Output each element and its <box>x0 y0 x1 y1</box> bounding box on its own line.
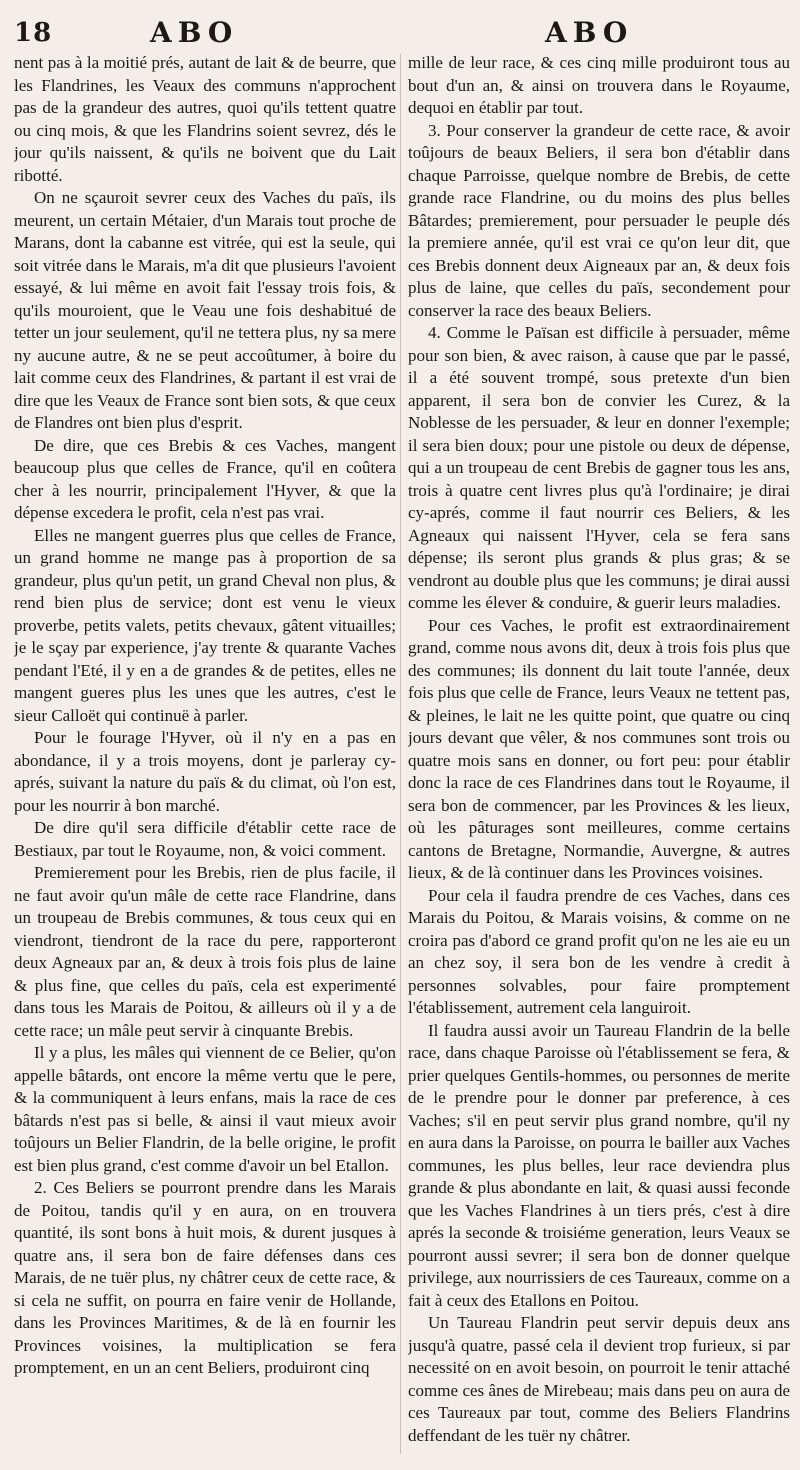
paragraph: Il y a plus, les mâles qui viennent de ce Belier, qu'on appelle bâtards, ont encore la même vertu que le pere, & la communiquent à leurs enfans, mais la race de ces bâtards n'est pas si belle, & ainsi il vaut mieux avoir toûjours un Belier Flandrin, de la belle origine, le profit est bien plus grand, c'est comme d'avoir un bel Etallon. <box>14 1043 396 1175</box>
paragraph: nent pas à la moitié prés, autant de lait & de beurre, que les Flandrines, les Veaux des communs n'approchent pas de la grandeur des autres, quoi qu'ils tettent quatre ou cinq mois, & que les Flandrins soient sevrez, dés le jour qu'ils naissent, & qu'ils ne boivent que du Lait ribotté. <box>14 53 396 185</box>
paragraph: On ne sçauroit sevrer ceux des Vaches du païs, ils meurent, un certain Métaier, d'un Marais tout proche de Marans, dont la cabanne est vitrée, qui est la seule, qui soit vitrée dans le Marais, m'a dit que plusieurs l'avoient essayé, & lui même en avoit fait l'essay trois fois, & qu'ils mouroient, que le Veau une fois deshabitué de tetter un jour seulement, qu'il ne tettera plus, ny sa mere ny aucune autre, & ne se peut accoûtumer, à boire du lait comme ceux des Flandrines, & partant il est vrai de dire que les Veaux de France sont bien sots, & que ceux de Flandres ont bien plus d'esprit. <box>14 188 396 432</box>
running-head-left: ABO <box>150 16 239 49</box>
running-head-right: ABO <box>545 16 634 49</box>
page-number: 18 <box>14 18 53 48</box>
paragraph: Pour ces Vaches, le profit est extraordinairement grand, comme nous avons dit, deux à trois fois plus que des communes; ils donnent du lait toute l'année, deux fois plus que celle de France, leurs Veaux ne tettent pas, & pleines, le lait ne les quitte point, que quatre ou cinq jours devant que vêler, & nos communes sont trois ou quatre mois sans en donner, ou fort peu: pour établir donc la race de ces Flandrines dans tout le Royaume, il sera bon de commencer, par les Provinces & les lieux, où les pâturages sont meilleures, comme certains cantons de Bretagne, Normandie, Auvergne, & autres lieux, & de là continuer dans les Provinces voisines. <box>408 615 790 882</box>
paragraph: De dire qu'il sera difficile d'établir cette race de Bestiaux, par tout le Royaume, non, & voici comment. <box>14 818 396 860</box>
left-column <box>14 52 396 1380</box>
right-column <box>408 52 790 1447</box>
paragraph: 2. Ces Beliers se pourront prendre dans les Marais de Poitou, tandis qu'il y en aura, on en trouvera quantité, ils sont bons à huit mois, & durent jusques à quatre ans, il sera bon de faire défenses dans ces Marais, de ne tuër plus, ny châtrer ceux de cette race, & si cela ne suffit, on pourra en faire venir de Hollande, dans les Provinces Maritimes, & de là en fournir les Provinces voisines, la multiplication se fera promptement, en un an cent Beliers, produiront cinq <box>14 1178 396 1377</box>
paragraph: Elles ne mangent guerres plus que celles de France, un grand homme ne mange pas à proportion de sa grandeur, plus qu'un petit, un grand Cheval non plus, & rend bien plus de service; dont est venu le vieux proverbe, petits valets, petits chevaux, gâtent vituailles; je le sçay par experience, j'ay trente & quarante Vaches pendant l'Eté, il y en a de grandes & de petites, elles ne mangent gueres plus les unes que les autres, c'est le sieur Calloët qui continuë à parler. <box>14 525 396 725</box>
paragraph: Pour cela il faudra prendre de ces Vaches, dans ces Marais du Poitou, & Marais voisins, & comme on ne croira pas d'abord ce grand profit qu'on ne les aie eu un an chez soy, il sera bon de les vendre à credit à personnes solvables, pour faire promptement l'établissement, autrement cela languiroit. <box>408 885 790 1017</box>
paragraph: De dire, que ces Brebis & ces Vaches, mangent beaucoup plus que celles de France, qu'il en coûtera cher à les nourrir, principalement l'Hyver, & que la dépense excedera le profit, cela n'est pas vrai. <box>14 435 396 522</box>
paragraph: Il faudra aussi avoir un Taureau Flandrin de la belle race, dans chaque Paroisse où l'établissement se fera, & prier quelques Gentils-hommes, ou personnes de merite de le prendre pour le donner par preference, à ces Vaches; s'il en peut servir plus grand nombre, qu'il ny en aura dans la Paroisse, on pourra le bailler aux Vaches communes, les plus belles, leur race deviendra plus grande & plus abondante en lait, & quasi aussi feconde que les Vaches Flandrines à un tiers prés, c'est à dire aprés la seconde & troisiéme generation, leurs Veaux se pourront aussi sevrer; il sera bon de donner quelque privilege, aux nourrissiers de ces Taureaux, comme on a fait à ceux des Etallons en Poitou. <box>408 1020 790 1310</box>
paragraph: mille de leur race, & ces cinq mille produiront tous au bout d'un an, & ainsi on trouvera dans le Royaume, dequoi en établir par tout. <box>408 53 790 117</box>
paragraph: Un Taureau Flandrin peut servir depuis deux ans jusqu'à quatre, passé cela il devient trop furieux, si par necessité on en avoit besoin, on pourroit le tenir attaché comme ces ânes de Mirebeau; mais dans peu on aura de ces Taureaux par tout, comme des Beliers Flandrins deffendant de les tuër ny châtrer. <box>408 1313 790 1445</box>
paragraph: 3. Pour conserver la grandeur de cette race, & avoir toûjours de beaux Beliers, il sera bon d'établir dans chaque Parroisse, quelque nombre de Brebis, de cette grande race Flandrine, ou du moins des plus belles Bâtardes; premierement, pour persuader le peuple dés la premiere année, qu'il est vrai ce qu'on leur dit, que ces Brebis donnent deux Aigneaux par an, & deux fois plus de laine, que celles du païs, secondement pour conserver la race des beaux Beliers. <box>408 120 790 320</box>
paragraph: Pour le fourage l'Hyver, où il n'y en a pas en abondance, il y a trois moyens, dont je parleray cy-aprés, suivant la nature du païs & du climat, où l'on est, pour les nourrir à bon marché. <box>14 728 396 815</box>
paragraph: Premierement pour les Brebis, rien de plus facile, il ne faut avoir qu'un mâle de cette race Flandrine, dans un troupeau de Brebis communes, & tous ceux qui en viendront, tiendront de la race du pere, rapporteront deux Agneaux par an, & deux à trois fois plus de laine & plus fine, que celles du païs, cela est experimenté dans tous les Marais de Poitou, & ailleurs où il y a de cette race; un mâle peut servir à cinquante Brebis. <box>14 863 396 1040</box>
paragraph: 4. Comme le Païsan est difficile à persuader, même pour son bien, & avec raison, à cause que par le passé, il a été souvent trompé, sous pretexte d'un bien apparent, il sera bon de convier les Curez, & la Noblesse de les persuader, & leur en donner l'exemple; il sera bien doux; pour une pistole ou deux de dépense, qui a un troupeau de cent Brebis de gagner tous les ans, trois à quatre cent livres plus qu'à l'ordinaire; je dirai cy-aprés, comme il faut nourrir ces Beliers, & les Agneaux qui naissent l'Hyver, cela se fera sans dépense; ils seront plus grands & plus gras; & se vendront au double plus que les communs; je dirai aussi comme les élever & conduire, & guerir leurs maladies. <box>408 323 790 612</box>
column-divider <box>400 54 401 1454</box>
